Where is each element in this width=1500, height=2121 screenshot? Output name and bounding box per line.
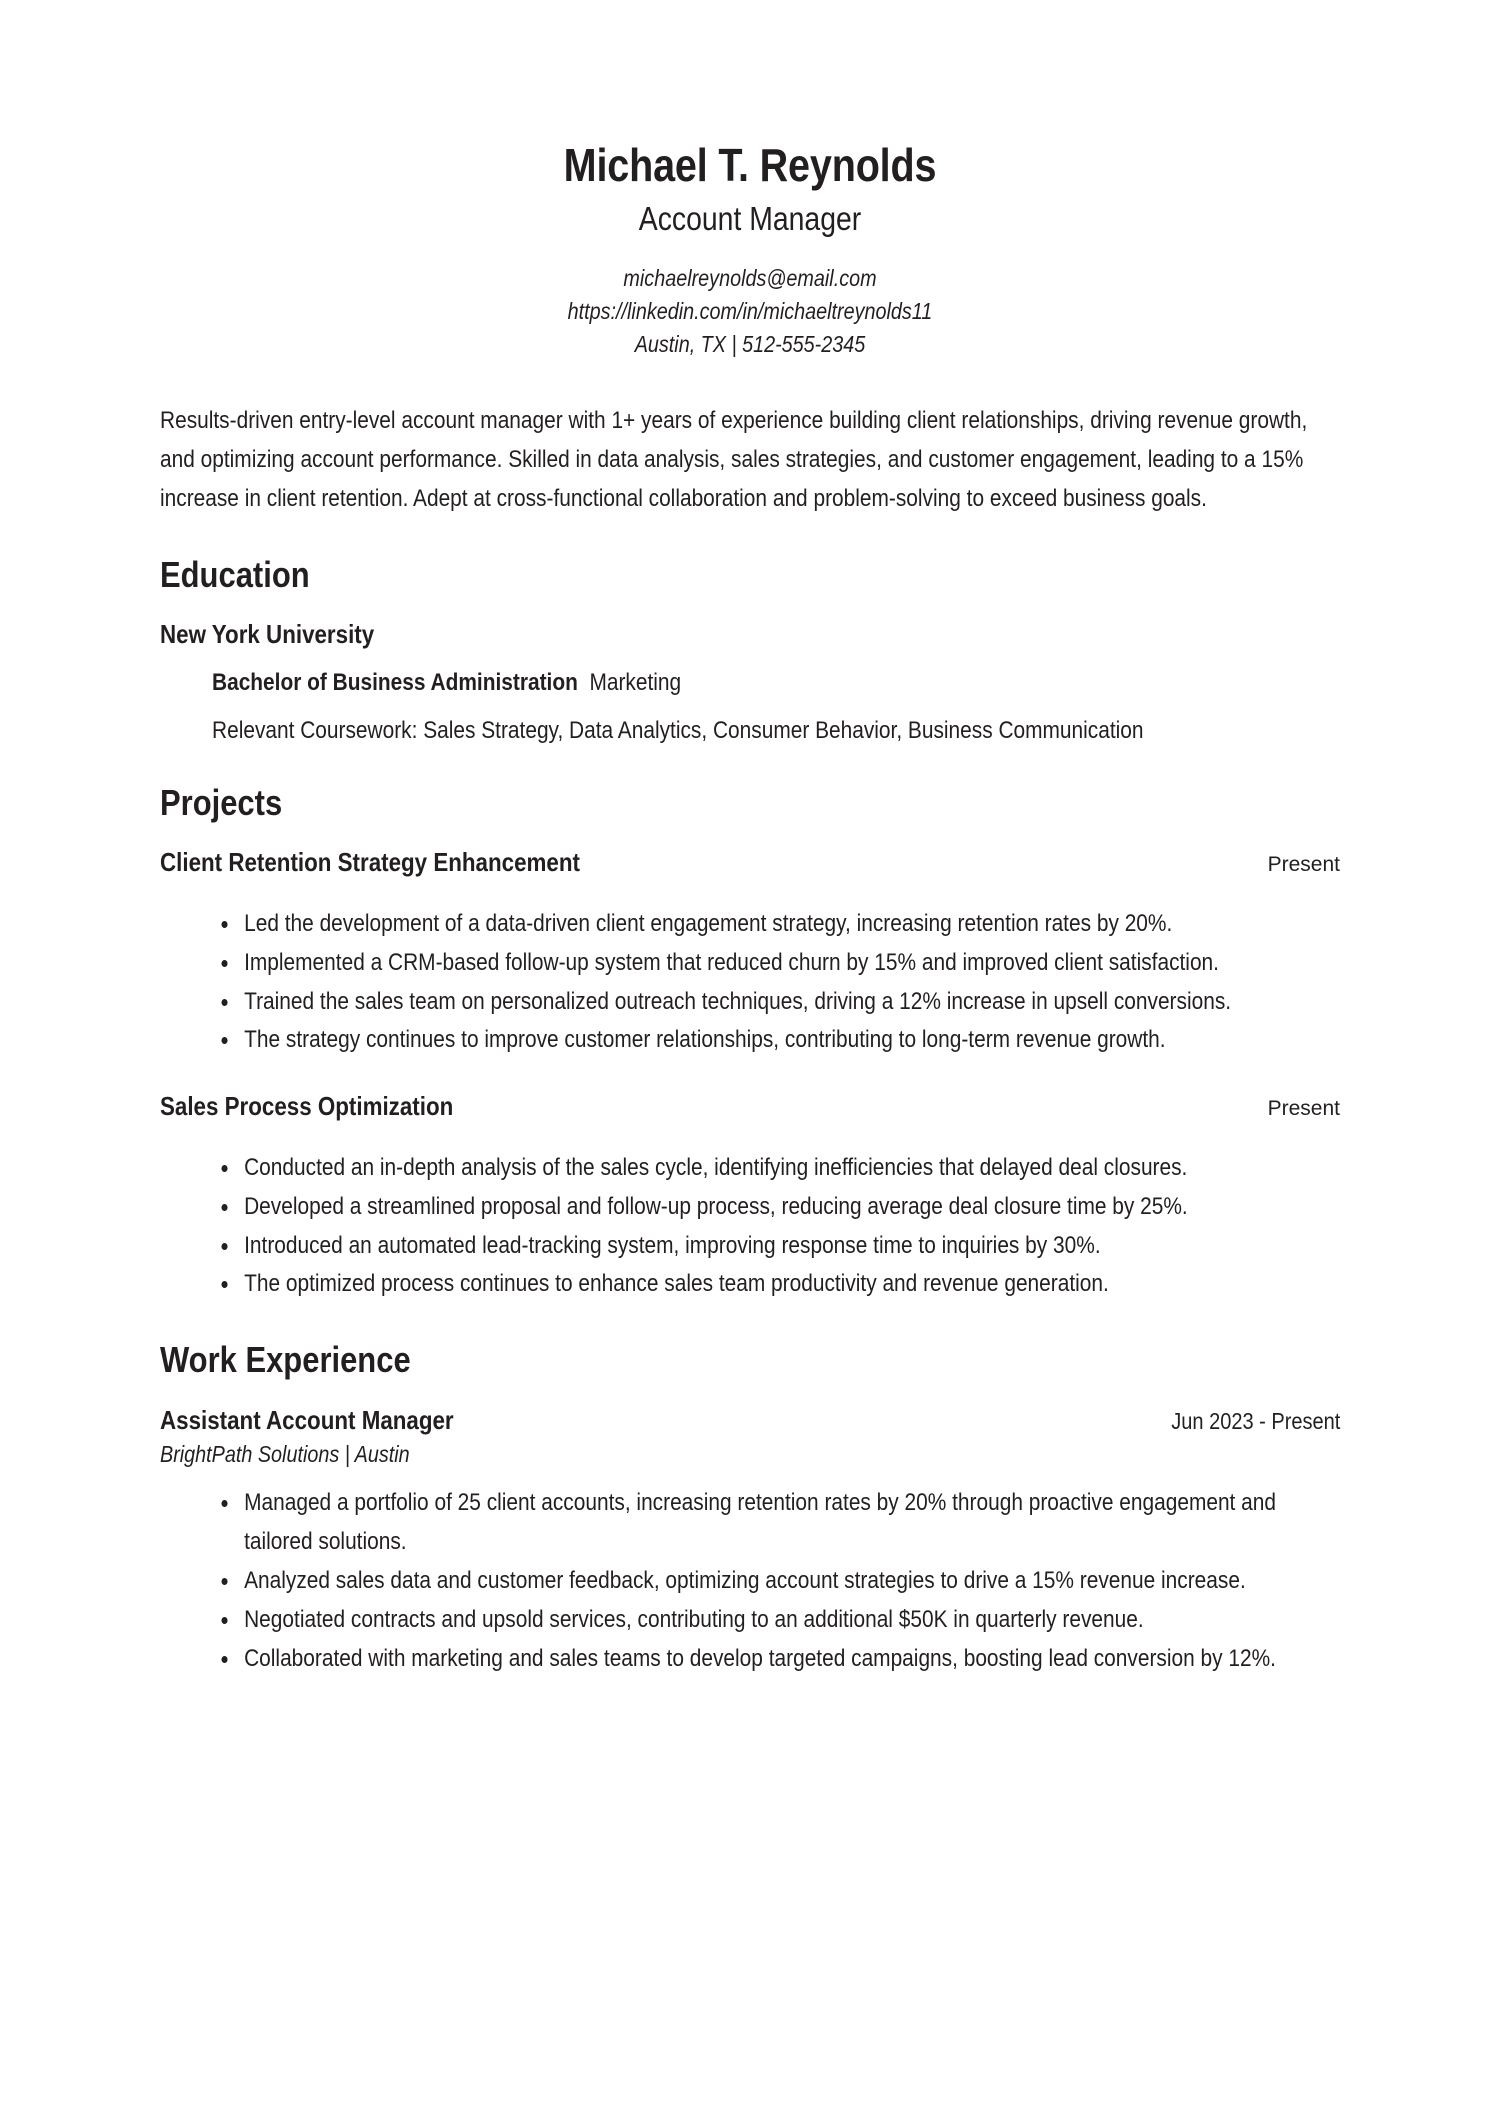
education-degree-line <box>212 666 1193 700</box>
work-company-location: BrightPath Solutions | Austin <box>160 1441 410 1468</box>
education-degree: Bachelor of Business Administration <box>212 668 578 696</box>
project-entry <box>160 1090 1340 1304</box>
project-header <box>160 846 1340 879</box>
list-item: Developed a streamlined proposal and follow-up process, reducing average deal closure time by 25%. <box>218 1188 1340 1227</box>
section-work-experience <box>160 1338 1340 1678</box>
professional-summary: Results-driven entry-level account manager with 1+ years of experience building client relationships, driving revenue growth, and optimizing account performance. Skilled in data analysis, sales strategies, and customer engagement, leading to a 15% increase in client retention. Adept at cross-functional collaboration and problem-solving to exceed business goals. <box>160 407 1308 513</box>
contact-location-phone: Austin, TX | 512-555-2345 <box>634 330 866 357</box>
contact-email[interactable]: michaelreynolds@email.com <box>623 265 877 292</box>
project-title: Sales Process Optimization <box>160 1091 454 1122</box>
list-item: Led the development of a data-driven client engagement strategy, increasing retention rates by 20%. <box>218 905 1340 944</box>
work-header <box>160 1404 1340 1437</box>
education-coursework: Relevant Coursework: Sales Strategy, Data Analytics, Consumer Behavior, Business Communication <box>212 716 1144 744</box>
contact-linkedin[interactable]: https://linkedin.com/in/michaeltreynolds11 <box>567 298 933 325</box>
list-item: Collaborated with marketing and sales teams to develop targeted campaigns, boosting lead conversion by 12%. <box>218 1640 1340 1679</box>
project-bullet-list <box>160 905 1340 1061</box>
list-item: The strategy continues to improve customer relationships, contributing to long-term revenue growth. <box>218 1021 1340 1060</box>
education-entry <box>160 618 1340 747</box>
education-major: Marketing <box>589 668 682 696</box>
section-title-projects: Projects <box>160 782 283 824</box>
candidate-job-title: Account Manager <box>638 199 862 237</box>
education-detail <box>212 666 1340 747</box>
section-title-work-experience: Work Experience <box>160 1339 411 1381</box>
project-date: Present <box>1267 1097 1340 1121</box>
list-item: Managed a portfolio of 25 client accounts, increasing retention rates by 20% through proactive engagement and tailored solutions. <box>218 1484 1340 1562</box>
list-item: Analyzed sales data and customer feedback, optimizing account strategies to drive a 15% revenue increase. <box>218 1562 1340 1601</box>
resume-header <box>160 0 1340 360</box>
project-entry <box>160 846 1340 1060</box>
list-item: Introduced an automated lead-tracking system, improving response time to inquiries by 30%. <box>218 1227 1340 1266</box>
section-title-education: Education <box>160 554 310 595</box>
list-item: The optimized process continues to enhance sales team productivity and revenue generation. <box>218 1265 1340 1304</box>
work-bullet-list <box>160 1484 1340 1678</box>
section-education <box>160 553 1340 747</box>
candidate-name: Michael T. Reynolds <box>563 139 937 191</box>
list-item: Implemented a CRM-based follow-up system that reduced churn by 15% and improved client satisfaction. <box>218 944 1340 983</box>
education-school: New York University <box>160 619 375 650</box>
project-bullet-list <box>160 1149 1340 1305</box>
list-item: Negotiated contracts and upsold services, contributing to an additional $50K in quarterly revenue. <box>218 1601 1340 1640</box>
project-header <box>160 1090 1340 1123</box>
contact-block <box>160 262 1340 360</box>
section-projects <box>160 781 1340 1304</box>
list-item: Trained the sales team on personalized outreach techniques, driving a 12% increase in upsell conversions. <box>218 983 1340 1022</box>
project-title: Client Retention Strategy Enhancement <box>160 847 580 878</box>
work-entry <box>160 1404 1340 1679</box>
work-job-title: Assistant Account Manager <box>160 1404 454 1435</box>
work-date-range: Jun 2023 - Present <box>1170 1407 1340 1434</box>
list-item: Conducted an in-depth analysis of the sales cycle, identifying inefficiencies that delayed deal closures. <box>218 1149 1340 1188</box>
project-date: Present <box>1267 853 1340 877</box>
